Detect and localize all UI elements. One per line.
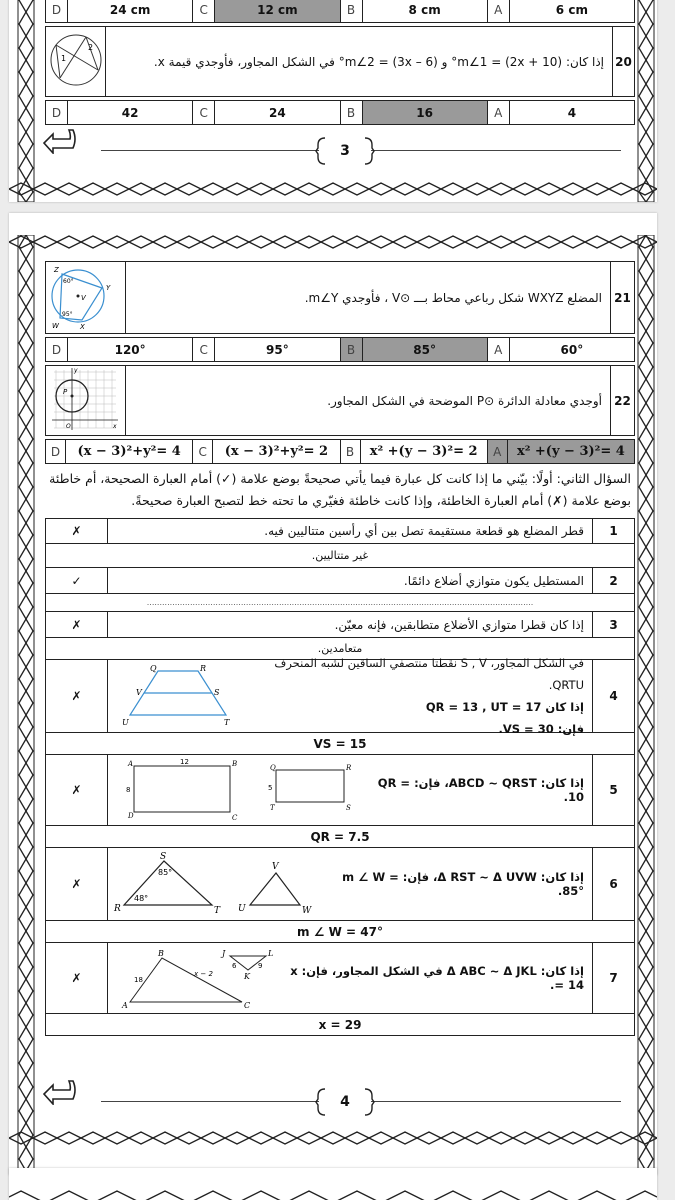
decorative-border-top xyxy=(9,1190,657,1200)
answer-letter-b: B xyxy=(340,101,362,125)
tf-statement-5: إذا كان: ABCD ~ QRST، فإن: QR = 10. xyxy=(377,776,584,804)
fig-label: x xyxy=(112,423,117,430)
fig-label: R xyxy=(346,764,352,772)
tf-statement-7: إذا كان: Δ ABC ~ Δ JKL في الشكل المجاور، فإن: x = 14. xyxy=(290,964,584,992)
fig-label: U xyxy=(238,904,246,914)
tf-number-2: 2 xyxy=(593,568,635,594)
fig-label: C xyxy=(244,1001,251,1010)
fig-label: T xyxy=(214,906,221,916)
tf-statement-6: إذا كان: Δ RST ~ Δ UVW، فإن: m ∠ W = 85°. xyxy=(342,870,584,898)
trapezoid-figure xyxy=(118,663,246,729)
answer-letter-a: A xyxy=(487,440,507,464)
answer-letter-d: D xyxy=(46,338,68,362)
fig-label: V xyxy=(80,294,86,302)
q19-answers-row xyxy=(45,0,635,23)
decorative-border-bottom xyxy=(9,1131,657,1145)
fig-label: 6 xyxy=(232,962,237,970)
q20-text: إذا كان: m∠1 = (2x + 10)° و m∠2 = (3x – 6)° في الشكل المجاور، فأوجدي قيمة x. xyxy=(106,27,613,97)
answer-option-b[interactable]: x² +(y − 3)²= 2 xyxy=(360,440,487,464)
q21-number: 21 xyxy=(611,262,635,334)
fig-label: 2 xyxy=(87,43,93,52)
tf-item-5 xyxy=(46,755,635,826)
decorative-border-top xyxy=(9,235,657,249)
page-4 xyxy=(9,213,657,1175)
decorative-border-left xyxy=(17,235,35,1175)
fig-label: O xyxy=(65,423,71,430)
footer-line xyxy=(371,150,621,151)
tf-statement-3: إذا كان قطرا متوازي الأضلاع متطابقين، فإنه معيّن. xyxy=(108,612,593,638)
answer-option-a[interactable]: 60° xyxy=(509,338,634,362)
answer-letter-d: D xyxy=(46,440,66,464)
answer-letter-a: A xyxy=(487,0,509,23)
section2-instruction: السؤال الثاني: أولًا: بيّني ما إذا كانت كل عبارة فيما يأتي صحيحةً بوضع علامة (✓) أمام العبارة الصحيحة، أم خاطئة بوضع علامة (✗) أمام العبارة الخاطئة، وإذا كانت خاطئة فغيّري ما تحته خط لتصبح العبارة صحيحةً. xyxy=(49,471,631,508)
fig-label: J xyxy=(222,949,226,958)
tf-item-1 xyxy=(46,519,635,544)
question-20 xyxy=(45,26,635,97)
answer-option-a[interactable]: 4 xyxy=(509,101,634,125)
tf-mark-4[interactable]: ✗ xyxy=(46,660,108,733)
answer-option-d[interactable]: 24 cm xyxy=(68,0,193,23)
tf-number-6: 6 xyxy=(593,848,635,921)
tf-correction-1[interactable]: غير متتاليين. xyxy=(46,544,635,568)
answer-option-a[interactable]: 6 cm xyxy=(509,0,634,23)
answer-option-d[interactable]: 120° xyxy=(68,338,193,362)
question-21 xyxy=(45,261,635,334)
tf-number-7: 7 xyxy=(593,943,635,1014)
fig-label: K xyxy=(244,972,250,981)
tf-statement-2: المستطيل يكون متوازي أضلاع دائمًا. xyxy=(108,568,593,594)
tf-correction-6[interactable]: m ∠ W = 47° xyxy=(46,921,635,943)
tf-item-7 xyxy=(46,943,635,1014)
q22-figure xyxy=(46,366,126,436)
tf-statement-5-cell xyxy=(108,755,593,826)
tf-number-3: 3 xyxy=(593,612,635,638)
fig-label: x − 2 xyxy=(194,970,213,978)
decorative-border-left xyxy=(17,0,35,202)
tf-correction-2[interactable]: ........................................................................................................................................................ xyxy=(46,594,635,612)
tf-statement-4-line3: فإن: VS = 30. xyxy=(498,722,584,736)
q20-figure xyxy=(46,27,106,97)
tf-statement-4-line2: إذا كان QR = 13 , UT = 17 xyxy=(425,700,584,714)
page-footer xyxy=(45,134,635,168)
tf-correction-7[interactable]: x = 29 xyxy=(46,1014,635,1036)
true-false-table xyxy=(45,518,635,1036)
fig-label: 85° xyxy=(158,868,173,877)
fig-label: y xyxy=(73,367,78,374)
answer-option-c[interactable]: 95° xyxy=(215,338,340,362)
answer-letter-b: B xyxy=(340,338,362,362)
answer-option-b[interactable]: 16 xyxy=(362,101,487,125)
tf-mark-2[interactable]: ✓ xyxy=(46,568,108,594)
tf-mark-3[interactable]: ✗ xyxy=(46,612,108,638)
fig-label: R xyxy=(114,904,121,914)
bracket-right-icon xyxy=(363,1088,375,1116)
fig-label: W xyxy=(302,906,312,916)
answer-option-c[interactable]: (x − 3)²+y²= 2 xyxy=(213,440,340,464)
decorative-border-right xyxy=(637,0,655,202)
tf-statement-6-cell xyxy=(108,848,593,921)
fig-label: 1 xyxy=(60,54,66,63)
q20-number: 20 xyxy=(613,27,635,97)
similar-triangles-figure xyxy=(118,946,278,1010)
fig-label: 5 xyxy=(268,784,273,792)
answer-option-d[interactable]: (x − 3)²+y²= 4 xyxy=(66,440,193,464)
tf-number-4: 4 xyxy=(593,660,635,733)
fig-label: Q xyxy=(270,764,276,772)
fig-label: R xyxy=(200,664,207,673)
answer-letter-a: A xyxy=(487,338,509,362)
fig-label: 8 xyxy=(126,786,131,794)
fig-label: Z xyxy=(53,266,59,274)
questions-frame-page4 xyxy=(45,261,635,1036)
fig-label: L xyxy=(268,949,274,958)
fig-label: S xyxy=(346,804,351,812)
answer-letter-c: C xyxy=(193,440,213,464)
tf-correction-5[interactable]: QR = 7.5 xyxy=(46,826,635,848)
fig-label: W xyxy=(51,322,59,330)
page-footer xyxy=(45,1085,635,1119)
triangles-figure xyxy=(112,851,322,917)
decorative-border-right xyxy=(637,235,655,1175)
fig-label: S xyxy=(160,852,167,862)
footer-line xyxy=(371,1101,621,1102)
fig-label: D xyxy=(128,812,134,820)
tf-item-2 xyxy=(46,568,635,594)
q21-figure xyxy=(46,262,126,334)
answer-letter-d: D xyxy=(46,0,68,23)
rectangles-figure xyxy=(112,758,352,822)
answer-letter-d: D xyxy=(46,101,68,125)
tf-correction-4[interactable]: VS = 15 xyxy=(46,733,635,755)
footer-line xyxy=(101,1101,319,1102)
fig-label: T xyxy=(224,718,230,727)
tf-mark-7[interactable]: ✗ xyxy=(46,943,108,1014)
q22-number: 22 xyxy=(611,366,635,436)
fig-label: Y xyxy=(105,284,110,292)
page-3 xyxy=(9,0,657,202)
q21-text: المضلع WXYZ شكل رباعي محاط بـــ ⊙V ، فأوجدي m∠Y. xyxy=(126,262,611,334)
fig-label: U xyxy=(122,718,129,727)
tf-mark-5[interactable]: ✗ xyxy=(46,755,108,826)
question-22 xyxy=(45,365,635,436)
answer-option-d[interactable]: 42 xyxy=(68,101,193,125)
footer-line xyxy=(101,150,319,151)
fig-label: A xyxy=(122,1001,128,1010)
q20-answers-row xyxy=(45,100,635,125)
page-number: 4 xyxy=(340,1094,350,1110)
tf-statement-7-cell xyxy=(108,943,593,1014)
q21-answers-row xyxy=(45,337,635,362)
answer-option-c[interactable]: 12 cm xyxy=(215,0,340,23)
fig-label: V xyxy=(136,688,142,697)
fig-label: P xyxy=(62,388,67,396)
tf-statement-4-cell xyxy=(108,656,593,736)
answer-option-b[interactable]: 8 cm xyxy=(362,0,487,23)
tf-item-4 xyxy=(46,660,635,733)
fig-label: A xyxy=(128,760,134,768)
fig-label: 12 xyxy=(180,758,189,766)
q22-answers-row xyxy=(45,439,635,464)
questions-frame-page3 xyxy=(45,0,635,125)
tf-number-5: 5 xyxy=(593,755,635,826)
fig-label: 95° xyxy=(61,311,73,318)
fig-label: S xyxy=(214,688,220,697)
fig-label: 60° xyxy=(62,278,74,285)
answer-letter-c: C xyxy=(193,338,215,362)
tf-statement-4-line1: في الشكل المجاور، S , V نقطتا منتصفي الساقين لشبه المنحرف QRTU. xyxy=(274,656,584,692)
tf-statement-1: قطر المضلع هو قطعة مستقيمة تصل بين أي رأسين متتاليين فيه. xyxy=(108,519,593,544)
decorative-border-bottom xyxy=(9,182,657,196)
fig-label: T xyxy=(270,804,275,812)
fig-label: V xyxy=(272,862,279,872)
tf-number-1: 1 xyxy=(593,519,635,544)
answer-letter-a: A xyxy=(487,101,509,125)
answer-option-a[interactable]: x² +(y − 3)²= 4 xyxy=(507,440,634,464)
answer-option-b[interactable]: 85° xyxy=(362,338,487,362)
fig-label: C xyxy=(232,814,238,822)
fig-label: 18 xyxy=(134,976,143,984)
fig-label: B xyxy=(158,949,164,958)
tf-mark-1[interactable]: ✗ xyxy=(46,519,108,544)
tf-correction-3[interactable]: متعامدين. xyxy=(46,638,635,660)
page-5-partial xyxy=(9,1168,657,1200)
fig-label: 9 xyxy=(258,962,263,970)
answer-letter-c: C xyxy=(193,0,215,23)
tf-item-6 xyxy=(46,848,635,921)
answer-letter-b: B xyxy=(340,440,360,464)
answer-letter-b: B xyxy=(340,0,362,23)
answer-letter-c: C xyxy=(193,101,215,125)
page-number: 3 xyxy=(340,143,350,159)
fig-label: Q xyxy=(150,664,157,673)
q22-text: أوجدي معادلة الدائرة ⊙P الموضحة في الشكل المجاور. xyxy=(126,366,611,436)
fig-label: B xyxy=(232,760,238,768)
tf-mark-6[interactable]: ✗ xyxy=(46,848,108,921)
fig-label: X xyxy=(79,323,85,330)
fig-label: 48° xyxy=(134,894,149,903)
bracket-right-icon xyxy=(363,137,375,165)
answer-option-c[interactable]: 24 xyxy=(215,101,340,125)
tf-item-3 xyxy=(46,612,635,638)
